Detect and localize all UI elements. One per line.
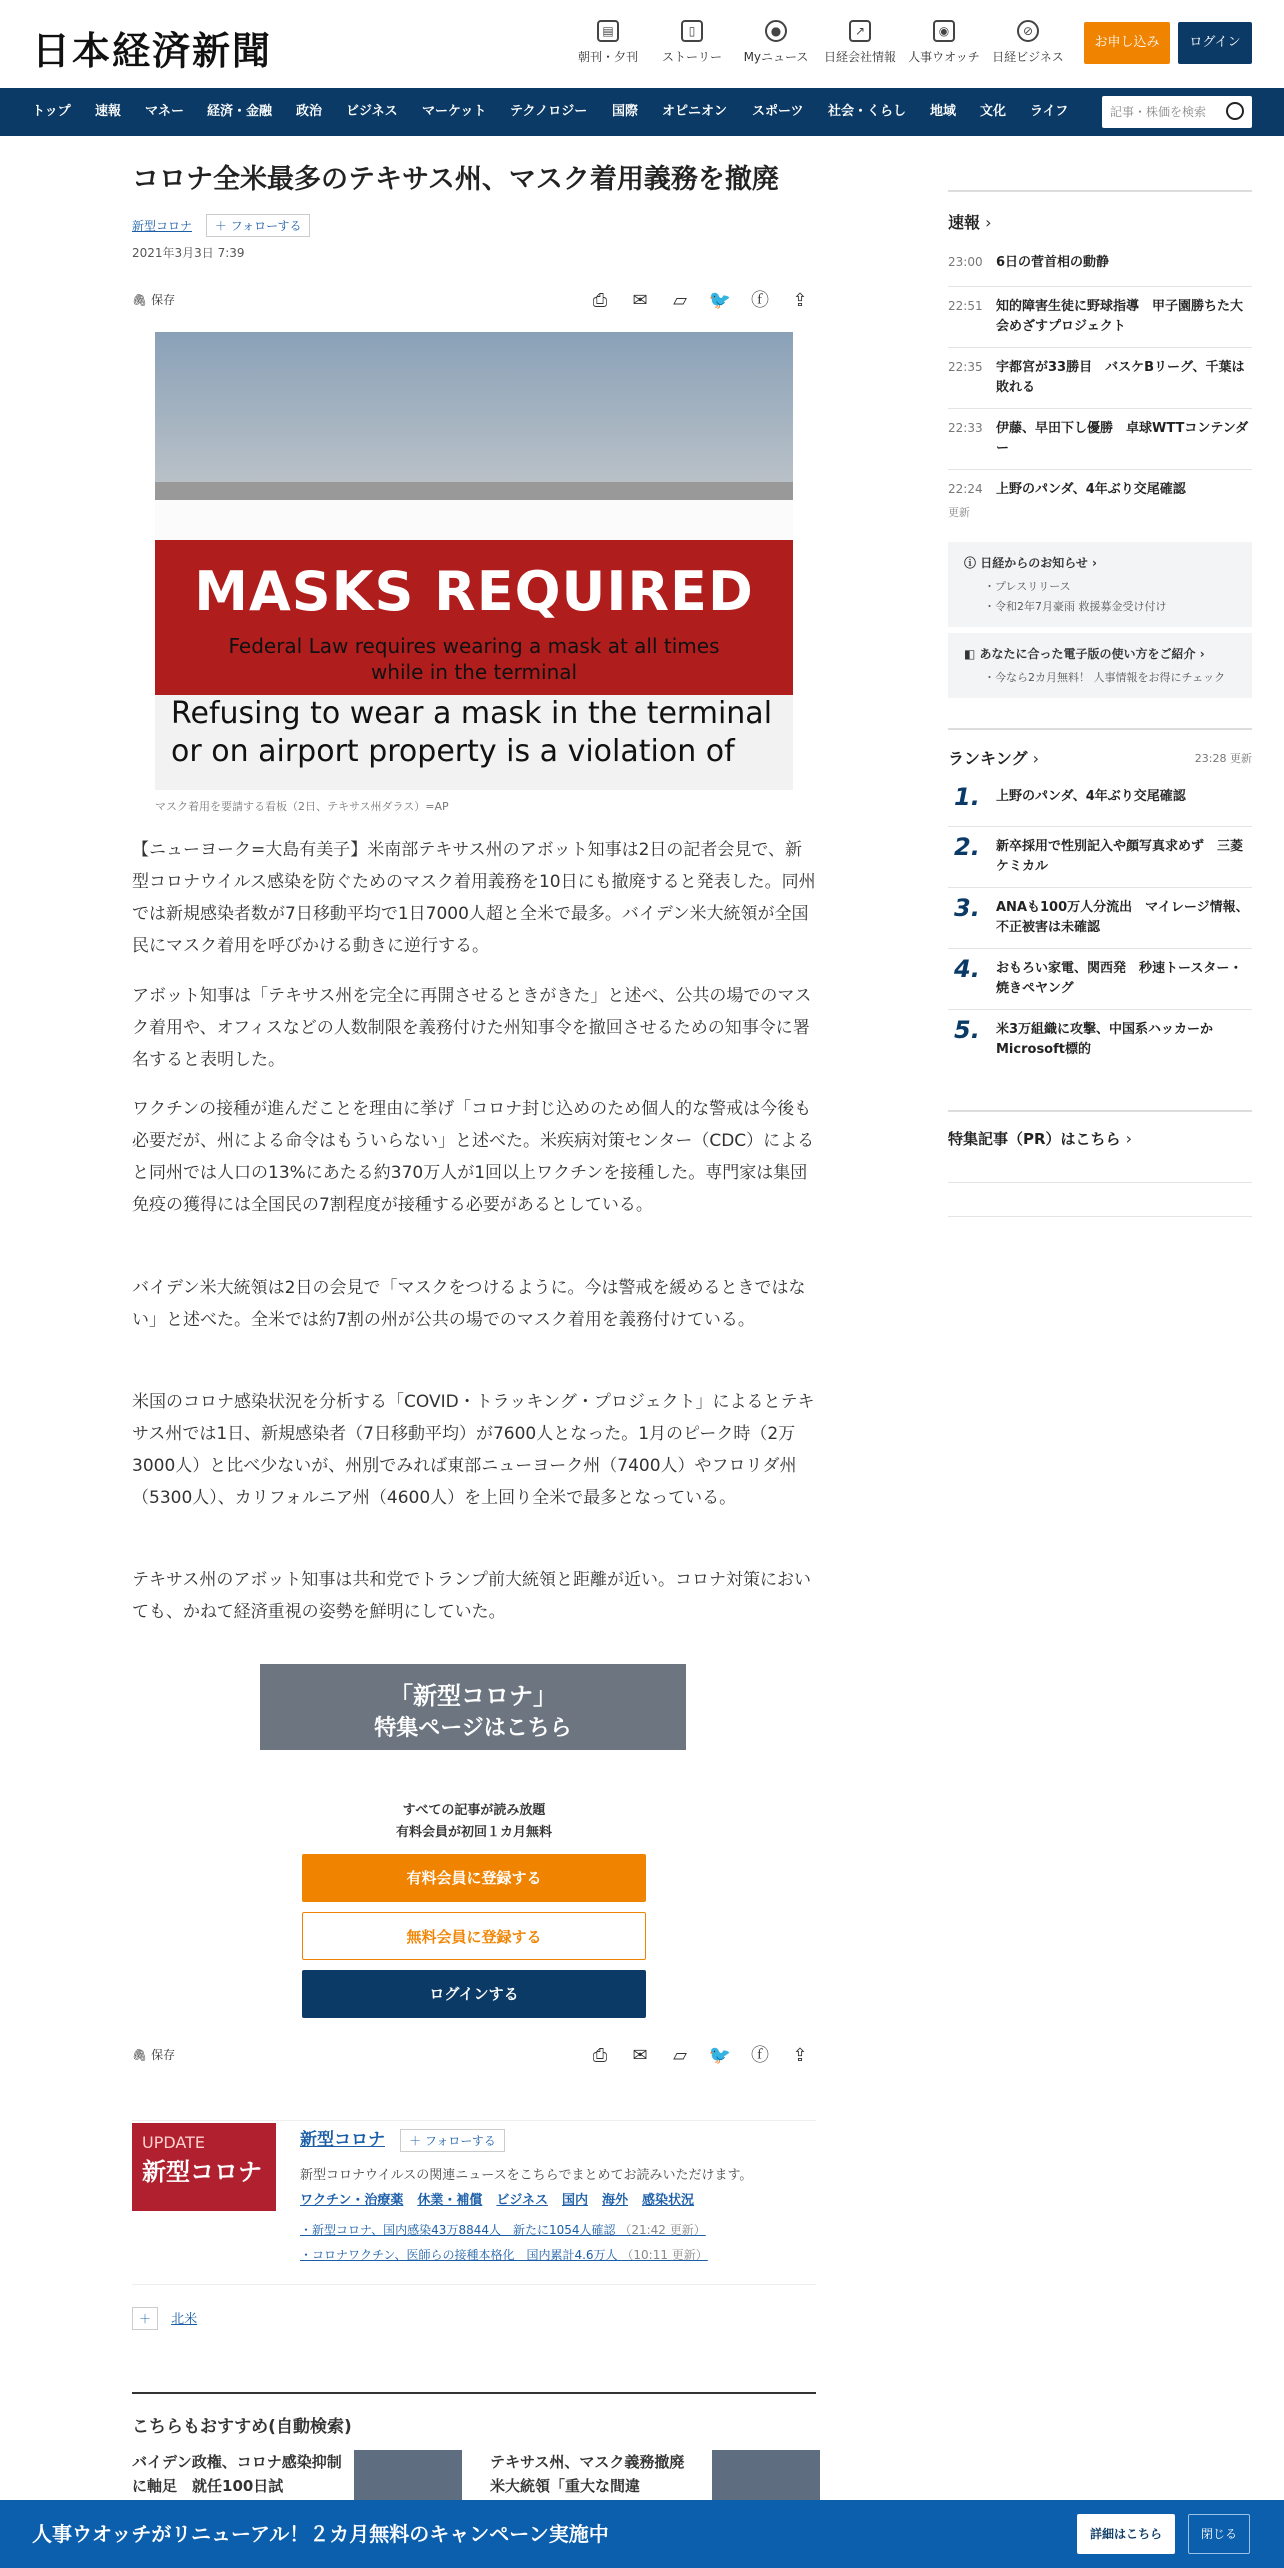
- paywall-login-button[interactable]: ログインする: [302, 1970, 646, 2018]
- memo-icon[interactable]: ▱: [673, 290, 687, 311]
- tag-link[interactable]: 北米: [171, 2312, 198, 2327]
- guide-box: [948, 633, 1252, 698]
- topic-title[interactable]: 新型コロナ: [300, 2130, 385, 2150]
- topic-box: [132, 2120, 816, 2262]
- ranking-list: [948, 777, 1252, 1070]
- header-link-company[interactable]: ↗ 日経会社情報: [820, 20, 900, 65]
- article-paragraph: バイデン米大統領は2日の会見で「マスクをつけるように。今は警戒を緩めるときではない」と述べた。全米では約7割の州が公共の場でのマスク着用を義務付けている。: [132, 1278, 806, 1330]
- rec-item[interactable]: テキサス州、マスク義務撤廃 米大統領「重大な間違: [490, 2450, 820, 2498]
- topic-link-business[interactable]: ビジネス: [496, 2193, 548, 2208]
- topic-link-vaccine[interactable]: ワクチン・治療薬: [300, 2193, 404, 2208]
- breaking-list: [948, 243, 1252, 519]
- clip-icon: 🖇: [132, 293, 148, 307]
- site-header: [0, 0, 1284, 88]
- breaking-item[interactable]: 23:00 6日の菅首相の動静: [948, 243, 1252, 287]
- apply-button[interactable]: お申し込み: [1084, 22, 1170, 64]
- search-icon[interactable]: [1226, 102, 1244, 120]
- login-button[interactable]: ログイン: [1178, 22, 1252, 64]
- memo-icon[interactable]: ▱: [673, 2045, 687, 2066]
- masks-required-sign: MASKS REQUIRED Federal Law requires wearing a mask at all times while in the terminal Refusing to wear a mask in the terminal or on airport property is a violation of: [155, 540, 793, 790]
- follow-button[interactable]: ＋ フォローする: [206, 214, 311, 237]
- topic-link-overseas[interactable]: 海外: [602, 2193, 629, 2208]
- print-icon[interactable]: ⎙: [592, 2045, 608, 2066]
- breaking-item[interactable]: 22:35 宇都宮が33勝目 バスケBリーグ、千葉は敗れる: [948, 348, 1252, 409]
- print-icon[interactable]: ⎙: [592, 290, 608, 311]
- nav-item-politics[interactable]: 政治: [296, 104, 323, 119]
- nav-item-breaking[interactable]: 速報: [95, 104, 122, 119]
- info-icon: ⓘ: [964, 556, 977, 570]
- ranking-item[interactable]: 2. 新卒採用で性別記入や顔写真求めず 三菱ケミカル: [948, 827, 1252, 888]
- recommendations: [132, 2392, 816, 2495]
- ranking-item[interactable]: 5. 米3万組織に攻撃、中国系ハッカーかMicrosoft標的: [954, 1016, 1214, 1057]
- user-icon: ●: [765, 20, 787, 42]
- breaking-item[interactable]: 22:33 伊藤、早田下し優勝 卓球WTTコンテンダー: [948, 409, 1252, 470]
- topic-news-item[interactable]: ・コロナワクチン、医師らの接種本格化 国内累計4.6万人 （10:11 更新）: [300, 2248, 708, 2262]
- mail-icon[interactable]: ✉: [632, 290, 648, 311]
- header-link-story[interactable]: ▯ ストーリー: [652, 20, 732, 65]
- chart-icon: ↗: [849, 20, 871, 42]
- nav-item-society[interactable]: 社会・くらし: [828, 104, 907, 119]
- rec-item[interactable]: バイデン政権、コロナ感染抑制に軸足 就任100日試: [132, 2450, 462, 2498]
- notice-heading[interactable]: ⓘ 日経からのお知らせ ›: [964, 556, 1097, 570]
- breaking-item[interactable]: 22:24 上野のパンダ、4年ぶり交尾確認 更新: [948, 482, 1186, 519]
- article-toolbar-bottom: [132, 2036, 816, 2076]
- campaign-close-button[interactable]: 閉じる: [1188, 2514, 1250, 2554]
- ranking-heading[interactable]: ランキング: [948, 749, 1028, 768]
- article-date: 2021年3月3日 7:39: [132, 246, 245, 260]
- topic-link-compensation[interactable]: 休業・補償: [417, 2193, 483, 2208]
- topic-link[interactable]: 新型コロナ: [132, 219, 193, 233]
- header-link-paper[interactable]: ▤ 朝刊・夕刊: [568, 20, 648, 65]
- photo-caption: マスク着用を要請する看板（2日、テキサス州ダラス）=AP: [155, 800, 449, 813]
- register-paid-button[interactable]: 有料会員に登録する: [302, 1854, 646, 1902]
- twitter-icon[interactable]: 🐦: [708, 290, 732, 311]
- tag-row: [132, 2284, 816, 2330]
- topic-thumbnail[interactable]: UPDATE 新型コロナ: [132, 2123, 276, 2211]
- header-link-mynews[interactable]: ● Myニュース: [736, 20, 816, 65]
- nav-item-business[interactable]: ビジネス: [346, 104, 398, 119]
- article-photo: [155, 332, 793, 790]
- ranking-item[interactable]: 4. おもろい家電、関西発 秒速トースター・焼きペヤング: [948, 949, 1252, 1010]
- article-toolbar: [132, 281, 816, 321]
- nav-item-life[interactable]: ライフ: [1030, 104, 1069, 119]
- notice-box: [948, 542, 1252, 627]
- recommendations-heading: こちらもおすすめ(自動検索): [132, 2417, 352, 2437]
- book-icon: ◧: [964, 647, 976, 661]
- chevron-right-icon: ›: [1032, 749, 1040, 768]
- nav-item-top[interactable]: トップ: [32, 104, 71, 119]
- ranking-header: ランキング › 23:28 更新: [948, 728, 1252, 769]
- nav-item-money[interactable]: マネー: [145, 104, 185, 119]
- notice-item[interactable]: ・令和2年7月豪雨 救援募金受け付け: [984, 600, 1167, 613]
- sidebar: [948, 190, 1252, 1217]
- article-paragraph: テキサス州のアボット知事は共和党でトランプ前大統領と距離が近い。コロナ対策においても、かねて経済重視の姿勢を鮮明にしていた。: [132, 1570, 811, 1622]
- save-button[interactable]: 🖇 保存: [132, 2048, 176, 2062]
- ranking-item[interactable]: 1. 上野のパンダ、4年ぶり交尾確認: [948, 777, 1252, 827]
- header-link-business[interactable]: ⊘ 日経ビジネス: [988, 20, 1068, 65]
- topic-links: [300, 2183, 816, 2208]
- topic-follow-button[interactable]: ＋ フォローする: [400, 2129, 505, 2152]
- search-person-icon: ◉: [933, 20, 955, 42]
- chevron-right-icon: ›: [985, 213, 992, 232]
- notice-item[interactable]: ・プレスリリース: [984, 580, 1071, 593]
- nav-item-economy[interactable]: 経済・金融: [207, 104, 273, 119]
- campaign-detail-button[interactable]: 詳細はこちら: [1077, 2514, 1175, 2554]
- topic-link-status[interactable]: 感染状況: [642, 2193, 695, 2208]
- search-placeholder: 記事・株価を検索: [1110, 105, 1207, 119]
- nav-item-region[interactable]: 地域: [930, 104, 957, 119]
- save-button[interactable]: 🖇 保存: [132, 293, 176, 307]
- compass-icon: ⊘: [1017, 20, 1039, 42]
- facebook-icon[interactable]: ⓕ: [751, 290, 769, 311]
- share-icon[interactable]: ⇪: [792, 2045, 808, 2066]
- campaign-bar: [0, 2500, 1284, 2568]
- mail-icon[interactable]: ✉: [632, 2045, 648, 2066]
- article-paragraph: アボット知事は「テキサス州を完全に再開させるときがきた」と述べ、公共の場でのマスク着用や、オフィスなどの人数制限を義務付けた州知事令を撤回させるための知事令に署名すると表明した。: [132, 986, 812, 1070]
- tag-follow-button[interactable]: ＋: [132, 2307, 158, 2330]
- share-icon[interactable]: ⇪: [792, 290, 808, 311]
- ranking-item[interactable]: 3. ANAも100万人分流出 マイレージ情報、不正被害は未確認: [948, 888, 1252, 949]
- clip-icon: 🖇: [132, 2048, 148, 2062]
- chevron-right-icon: ›: [1125, 1129, 1133, 1148]
- nav-item-international[interactable]: 国際: [612, 104, 639, 119]
- topic-row: [132, 214, 816, 238]
- paywall: すべての記事が読み放題 有料会員が初回１カ月無料 有料会員に登録する 無料会員に登録する ログインする: [302, 1800, 646, 2018]
- register-free-button[interactable]: 無料会員に登録する: [302, 1912, 646, 1960]
- topic-description: 新型コロナウイルスの関連ニュースをこちらでまとめてお読みいただけます。: [300, 2168, 753, 2183]
- article-title: コロナ全米最多のテキサス州、マスク着用義務を撤廃: [132, 164, 779, 195]
- nav-item-technology[interactable]: テクノロジー: [510, 104, 588, 119]
- nav-item-culture[interactable]: 文化: [980, 104, 1007, 119]
- campaign-text: 人事ウオッチがリニューアル！２カ月無料のキャンペーン実施中: [32, 2522, 609, 2546]
- covid-special-banner[interactable]: 「新型コロナ」 特集ページはこちら: [260, 1664, 686, 1750]
- twitter-icon[interactable]: 🐦: [708, 2045, 732, 2066]
- article-paragraph: ワクチンの接種が進んだことを理由に挙げ「コロナ封じ込めのため個人的な警戒は今後も必要だが、州による命令はもういらない」と述べた。米疾病対策センター（CDC）によると同州では人口の13%にあたる約370万人が1回以上ワクチンを接種した。専門家は集団免疫の獲得には全国民の7割程度が接種する必要があるとしている。: [132, 1099, 815, 1215]
- nav-item-sports[interactable]: スポーツ: [752, 104, 804, 119]
- nav-item-opinion[interactable]: オピニオン: [662, 104, 728, 119]
- article-paragraph: 米国のコロナ感染状況を分析する「COVID・トラッキング・プロジェクト」によるとテキサス州では1日、新規感染者（7日移動平均）が7600人となった。1月のピーク時（2万3000人）と比べ少ないが、州別でみれば東部ニューヨーク州（7400人）やフロリダ州（5300人）、カリフォルニア州（4600人）を上回り全米で最多となっている。: [132, 1392, 815, 1508]
- nav-item-market[interactable]: マーケット: [422, 104, 487, 119]
- header-link-jinji[interactable]: ◉ 人事ウオッチ: [904, 20, 984, 65]
- article-paragraph: 【ニューヨーク=大島有美子】米南部テキサス州のアボット知事は2日の記者会見で、新型コロナウイルス感染を防ぐためのマスク着用義務を10日にも撤廃すると発表した。同州では新規感染者数が7日移動平均で1日7000人超と全米で最多。バイデン米大統領が全国民にマスク着用を呼びかける動きに逆行する。: [132, 840, 816, 956]
- main-nav: [0, 88, 1284, 136]
- topic-link-domestic[interactable]: 国内: [562, 2193, 589, 2208]
- guide-item[interactable]: ・今なら2カ月無料！ 人事情報をお得にチェック: [984, 671, 1226, 684]
- story-icon: ▯: [681, 20, 703, 42]
- article: [132, 160, 816, 321]
- breaking-heading[interactable]: 速報: [948, 213, 981, 232]
- breaking-item[interactable]: 22:51 知的障害生徒に野球指導 甲子園勝ちた大会めざすプロジェクト: [948, 287, 1252, 348]
- search-input[interactable]: [1102, 96, 1252, 128]
- guide-heading[interactable]: ◧ あなたに合った電子版の使い方をご紹介 ›: [964, 647, 1205, 661]
- site-logo[interactable]: 日本経済新聞: [32, 28, 273, 73]
- pr-heading[interactable]: 特集記事（PR）はこちら: [948, 1130, 1121, 1148]
- pr-section: [948, 1110, 1252, 1217]
- topic-news-item[interactable]: ・新型コロナ、国内感染43万8844人 新たに1054人確認 （21:42 更新）: [300, 2223, 706, 2237]
- facebook-icon[interactable]: ⓕ: [751, 2045, 769, 2066]
- newspaper-icon: ▤: [597, 20, 619, 42]
